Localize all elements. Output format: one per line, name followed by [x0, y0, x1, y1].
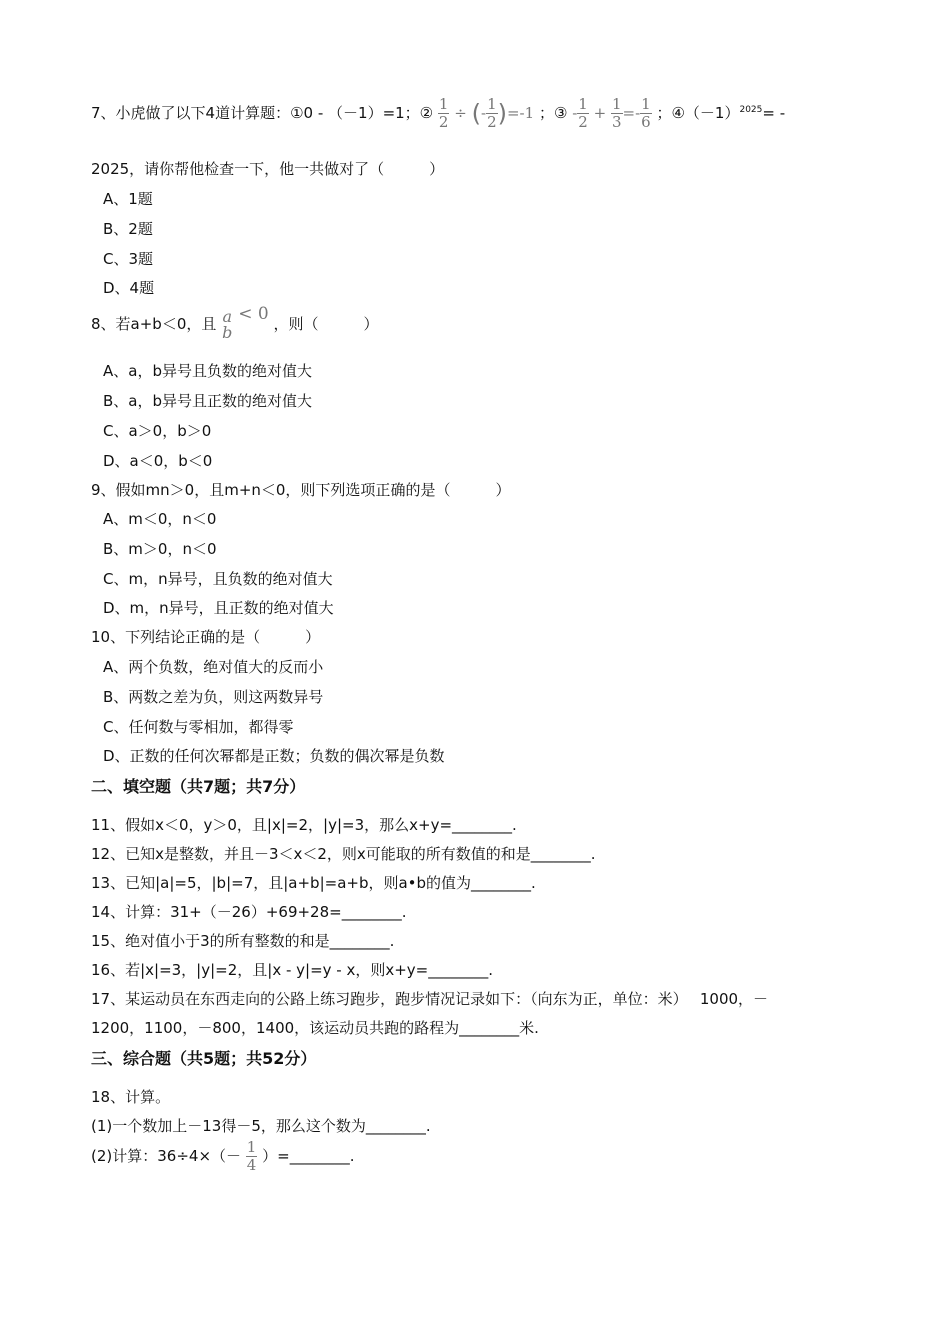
open-paren-icon: ( — [471, 99, 481, 128]
q7-equals-1: =-1 — [506, 104, 535, 122]
question-18-part-2 — [91, 1140, 354, 1173]
section-3-heading: 三、综合题（共5题；共52分） — [91, 1049, 317, 1068]
question-12: 12、已知x是整数，并且－3＜x＜2，则x可能取的所有数值的和是________. — [91, 845, 596, 863]
q8-option-b: B、a，b异号且正数的绝对值大 — [103, 392, 313, 410]
question-10: 10、下列结论正确的是（ ） — [91, 628, 321, 646]
q8-option-d: D、a＜0，b＜0 — [103, 452, 213, 470]
q7-text-c: ；④（－1） — [656, 104, 740, 122]
exponent: 2025 — [739, 105, 763, 115]
question-7-line-1: 7、小虎做了以下4道计算题：①0 - （－1）=1；② $\frac{1}{2}$ ÷ (- $\frac{1}{2}$ )=-1 ；③ - $\frac{1}{2}$ + $\frac{1}{3}$ =- $\frac{1}{6}$ ；$④(-1)^{2025}=$ - — [91, 95, 786, 131]
fraction-one-half: $\frac{1}{2}$ — [438, 95, 449, 131]
q18-p2-text-b: ）=________. — [262, 1147, 355, 1165]
fraction-one-quarter: $\frac{1}{4}$ — [246, 1138, 257, 1174]
question-17-line-1: 17、某运动员在东西走向的公路上练习跑步，跑步情况记录如下：（向东为正，单位：米） 1000，－ — [91, 990, 769, 1008]
close-paren-icon: ) — [497, 99, 507, 128]
section-2-heading: 二、填空题（共7题；共7分） — [91, 777, 306, 796]
q10-option-c: C、任何数与零相加，都得零 — [103, 718, 294, 736]
q9-option-b: B、m＞0，n＜0 — [103, 540, 217, 558]
fraction-one-half-3: $\frac{1}{2}$ — [578, 95, 588, 131]
q8-text-a: 8、若a+b＜0，且 — [91, 315, 217, 333]
q7-option-d: D、4题 — [103, 279, 155, 297]
q10-option-a: A、两个负数，绝对值大的反而小 — [103, 658, 324, 676]
less-than-zero: < 0 — [238, 304, 269, 324]
question-13: 13、已知|a|=5，|b|=7，且|a+b|=a+b，则a•b的值为________. — [91, 874, 536, 892]
q8-text-b: ，则（ ） — [273, 315, 379, 333]
q9-option-a: A、m＜0，n＜0 — [103, 510, 217, 528]
q7-text-a: 7、小虎做了以下4道计算题：①0 - （－1）=1；② — [91, 104, 434, 122]
fraction-a-over-b: a b — [222, 306, 233, 342]
q9-option-d: D、m，n异号，且正数的绝对值大 — [103, 599, 334, 617]
q7-option-a: A、1题 — [103, 190, 153, 208]
question-8 — [91, 304, 378, 341]
question-16: 16、若|x|=3，|y|=2，且|x - y|=y - x，则x+y=________. — [91, 961, 494, 979]
q7-option-c: C、3题 — [103, 250, 154, 268]
q7-text-b: ；③ — [538, 104, 568, 122]
q7-text-d: = - — [762, 104, 786, 122]
question-15: 15、绝对值小于3的所有整数的和是________. — [91, 932, 395, 950]
question-7-line-2: 2025，请你帮他检查一下，他一共做对了（ ） — [91, 160, 445, 178]
question-18-part-1: (1)一个数加上－13得－5，那么这个数为________. — [91, 1117, 431, 1135]
q8-option-c: C、a＞0，b＞0 — [103, 422, 212, 440]
fraction-one-half-2: $\frac{1}{2}$ — [487, 95, 497, 131]
q10-option-d: D、正数的任何次幂都是正数；负数的偶次幂是负数 — [103, 747, 445, 765]
plus-sign: + — [593, 104, 607, 122]
divide-sign: ÷ — [454, 104, 467, 122]
q8-option-a: A、a，b异号且负数的绝对值大 — [103, 362, 312, 380]
question-18-title: 18、计算。 — [91, 1088, 171, 1106]
q10-option-b: B、两数之差为负，则这两数异号 — [103, 688, 324, 706]
q9-option-c: C、m，n异号，且负数的绝对值大 — [103, 570, 333, 588]
q7-equals-2: =- — [622, 104, 641, 122]
fraction-one-sixth: $\frac{1}{6}$ — [641, 95, 651, 131]
question-9: 9、假如mn＞0，且m+n＜0，则下列选项正确的是（ ） — [91, 481, 511, 499]
question-14: 14、计算：31+（－26）+69+28=________. — [91, 903, 407, 921]
q18-p2-text-a: (2)计算：36÷4×（－ — [91, 1147, 242, 1165]
question-17-line-2: 1200，1100，－800，1400，该运动员共跑的路程为________米. — [91, 1019, 539, 1037]
q7-option-b: B、2题 — [103, 220, 153, 238]
question-11: 11、假如x＜0，y＞0，且|x|=2，|y|=3，那么x+y=________. — [91, 816, 517, 834]
negative-sign: - — [480, 104, 487, 122]
fraction-one-third: $\frac{1}{3}$ — [611, 95, 622, 131]
